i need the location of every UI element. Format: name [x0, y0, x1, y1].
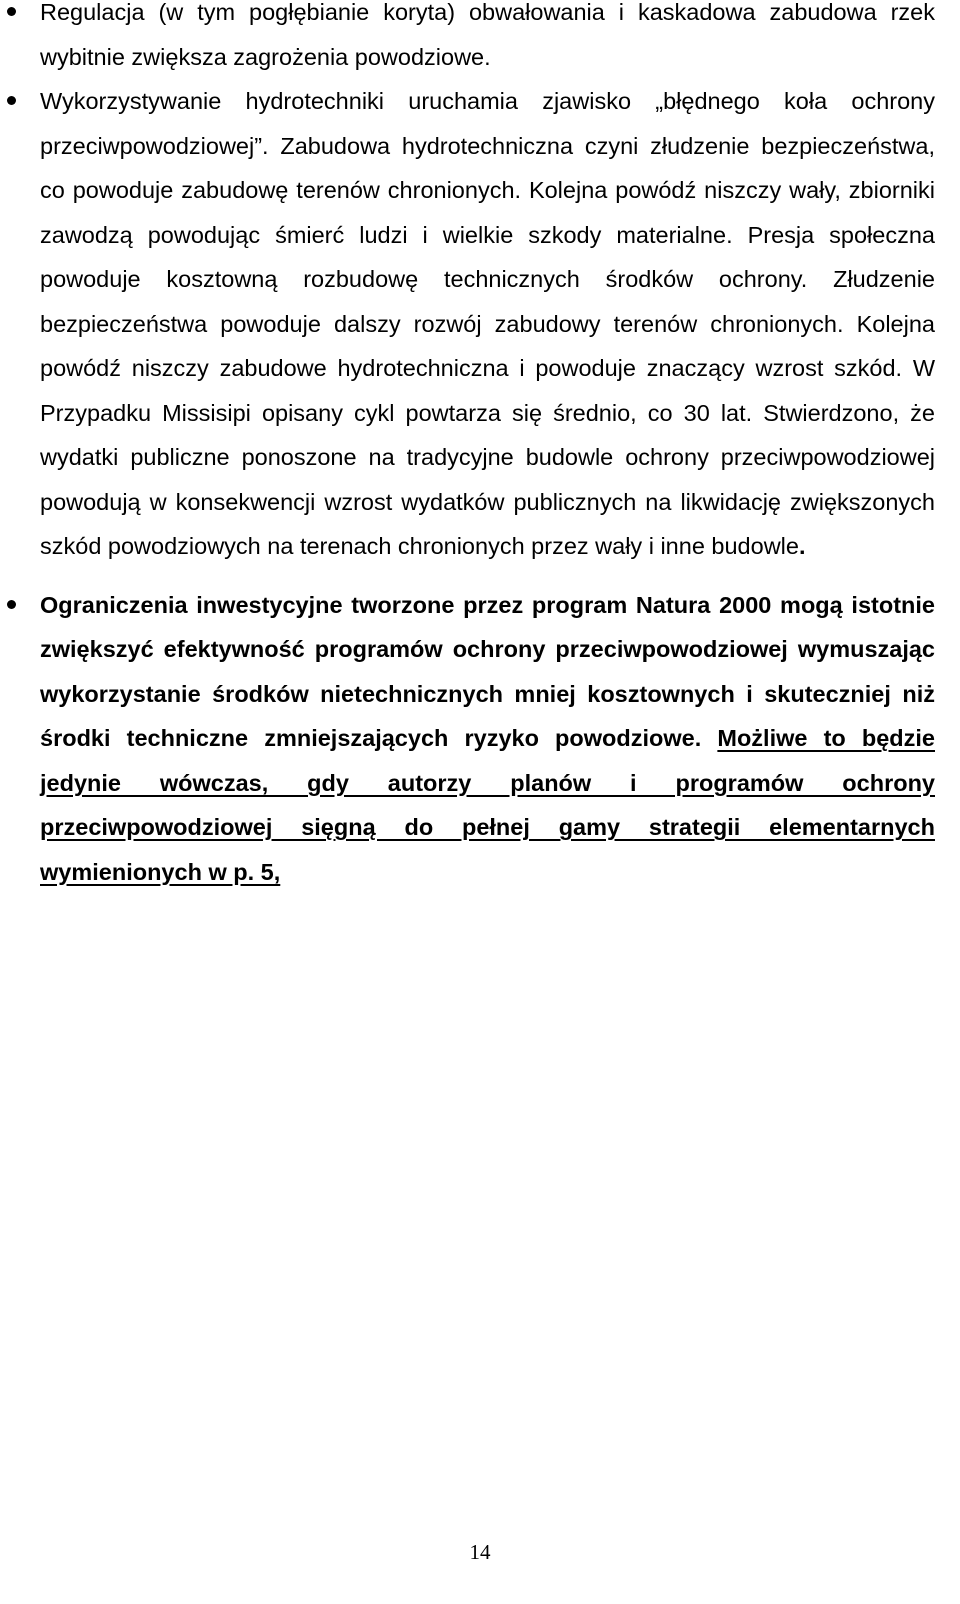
list-item — [40, 79, 935, 569]
page-number: 14 — [469, 1540, 491, 1564]
list-item-text: Wykorzystywanie hydrotechniki uruchamia zjawisko „błędnego koła ochrony przeciwpowodziowej”. Zabudowa hydrotechniczna czyni złudzenie bezpieczeństwa, co powoduje zabudowę terenów chronionych. Kolejna powódź niszczy wały, zbiorniki zawodzą powodując śmierć ludzi i wielkie szkody materialne. Presja społeczna powoduje kosztowną rozbudowę technicznych środków ochrony. Złudzenie bezpieczeństwa powoduje dalszy rozwój zabudowy terenów chronionych. Kolejna powódź niszczy zabudowe hydrotechniczna i powoduje znaczący wzrost szkód. W Przypadku Missisipi opisany cykl powtarza się średnio, co 30 lat. Stwierdzono, że wydatki publiczne ponoszone na tradycyjne budowle ochrony przeciwpowodziowej powodują w konsekwencji wzrost wydatków publicznych na likwidację zwiększonych szkód powodziowych na terenach chronionych przez wały i inne budowle — [40, 88, 935, 559]
list-item-end-period: . — [798, 533, 806, 559]
list-item-text: Ograniczenia inwestycyjne tworzone przez program Natura 2000 mogą istotnie zwiększyć efektywność programów ochrony przeciwpowodziowej wymuszając wykorzystanie środków nietechnicznych mniej kosztownych i skuteczniej niż środki techniczne zmniejszających ryzyko powodziowe. — [40, 591, 935, 751]
list-item — [40, 0, 935, 79]
list-item — [40, 583, 935, 895]
document-body — [40, 0, 935, 894]
bullet-icon — [7, 96, 16, 105]
list-item-text: Regulacja (w tym pogłębianie koryta) obwałowania i kaskadowa zabudowa rzek wybitnie zwiększa zagrożenia powodziowe. — [40, 0, 935, 70]
bullet-icon — [7, 7, 16, 16]
underlined-statement: Możliwe to będzie jedynie wówczas, gdy autorzy planów i programów ochrony przeciwpowodziowej sięgną do pełnej gamy strategii elementarnych wymienionych w p. 5, — [40, 725, 935, 885]
bullet-icon — [7, 600, 16, 609]
